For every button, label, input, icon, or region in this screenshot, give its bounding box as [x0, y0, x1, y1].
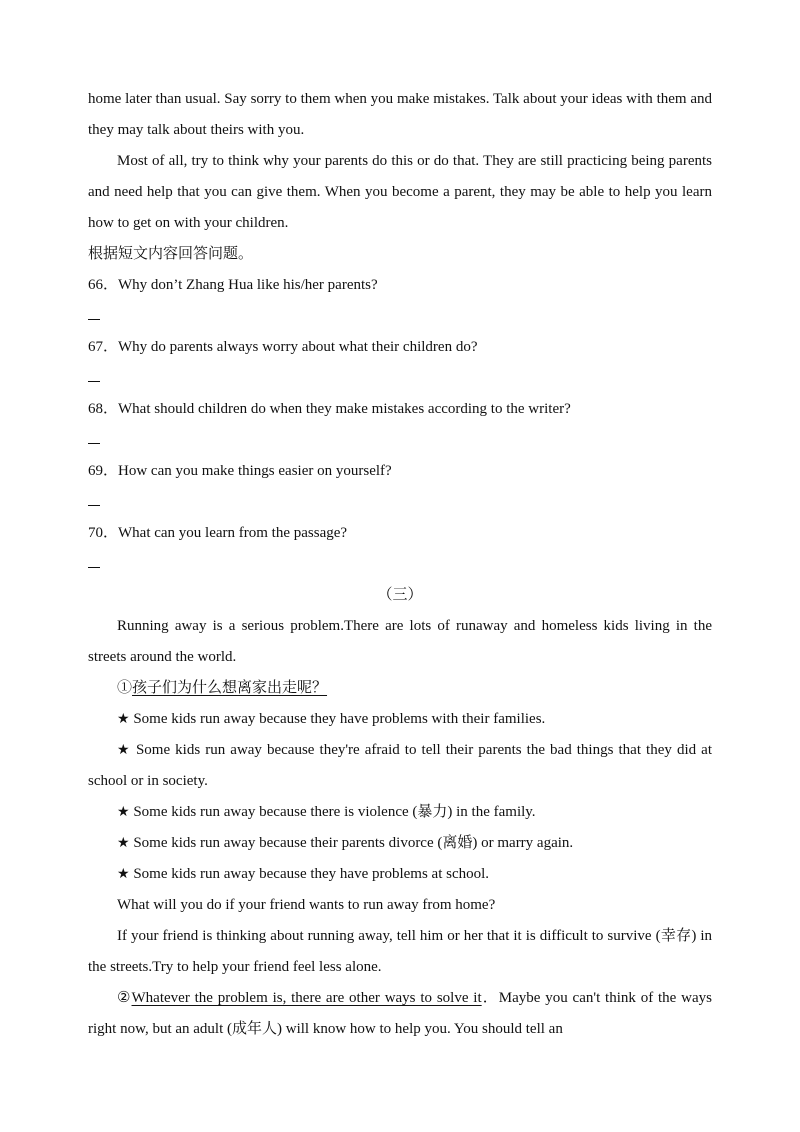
question-68: 68．What should children do when they make mistakes according to the writer?	[88, 401, 571, 417]
underlined-question-1: 孩子们为什么想离家出走呢？	[132, 680, 328, 696]
bullet-5: ★ Some kids run away because they have problems at school.	[117, 866, 490, 882]
question-69: 69．How can you make things easier on yourself?	[88, 463, 392, 479]
circled-one-mark: ①	[117, 680, 133, 696]
circled-two-mark: ②	[117, 990, 132, 1006]
question-67: 67．Why do parents always worry about what their children do?	[88, 339, 478, 355]
question-70: 70．What can you learn from the passage?	[88, 525, 348, 541]
answer-blank-70[interactable]	[88, 549, 712, 580]
question-66: 66．Why don’t Zhang Hua like his/her parents?	[88, 277, 378, 293]
paragraph-most-of-all: Most of all, try to think why your parents do this or do that. They are still practicing being parents and need help that you can give them. When you become a parent, they may be able to help you learn how to get on with your children.	[88, 153, 712, 231]
star-icon: ★	[117, 742, 131, 758]
paragraph-question-1	[88, 673, 712, 704]
bullet-3: ★ Some kids run away because there is violence (暴力) in the family.	[117, 804, 536, 820]
instruction: 根据短文内容回答问题。	[88, 246, 254, 262]
bullet-4: ★ Some kids run away because their parents divorce (离婚) or marry again.	[117, 835, 574, 851]
star-icon: ★	[117, 804, 130, 820]
paragraph-if-your-friend: If your friend is thinking about running away, tell him or her that it is difficult to survive (幸存) in the streets.Try to help your friend feel less alone.	[88, 928, 712, 975]
paragraph-what-will-you-do: What will you do if your friend wants to run away from home?	[117, 897, 496, 913]
paragraph-continuation: home later than usual. Say sorry to them when you make mistakes. Talk about your ideas with them and they may talk about theirs with you.	[88, 91, 712, 138]
bullet-1: ★ Some kids run away because they have problems with their families.	[117, 711, 546, 727]
answer-blank-69[interactable]	[88, 487, 712, 518]
underlined-sentence-2: Whatever the problem is, there are other ways to solve it	[131, 990, 482, 1006]
section-title: （三）	[377, 587, 423, 603]
answer-blank-68[interactable]	[88, 425, 712, 456]
bullet-2: ★ Some kids run away because they're afraid to tell their parents the bad things that they did at school or in society.	[88, 742, 712, 789]
star-icon: ★	[117, 866, 130, 882]
paragraph-whatever: ②Whatever the problem is, there are other ways to solve it．Maybe you can't think of the ways right now, but an adult (成年人) will know how to help you. You should tell an	[88, 990, 712, 1037]
star-icon: ★	[117, 835, 130, 851]
star-icon: ★	[117, 711, 130, 727]
paragraph-running-away: Running away is a serious problem.There are lots of runaway and homeless kids living in the streets around the world.	[88, 618, 712, 665]
answer-blank-67[interactable]	[88, 363, 712, 394]
document-page	[88, 84, 712, 1045]
answer-blank-66[interactable]	[88, 301, 712, 332]
